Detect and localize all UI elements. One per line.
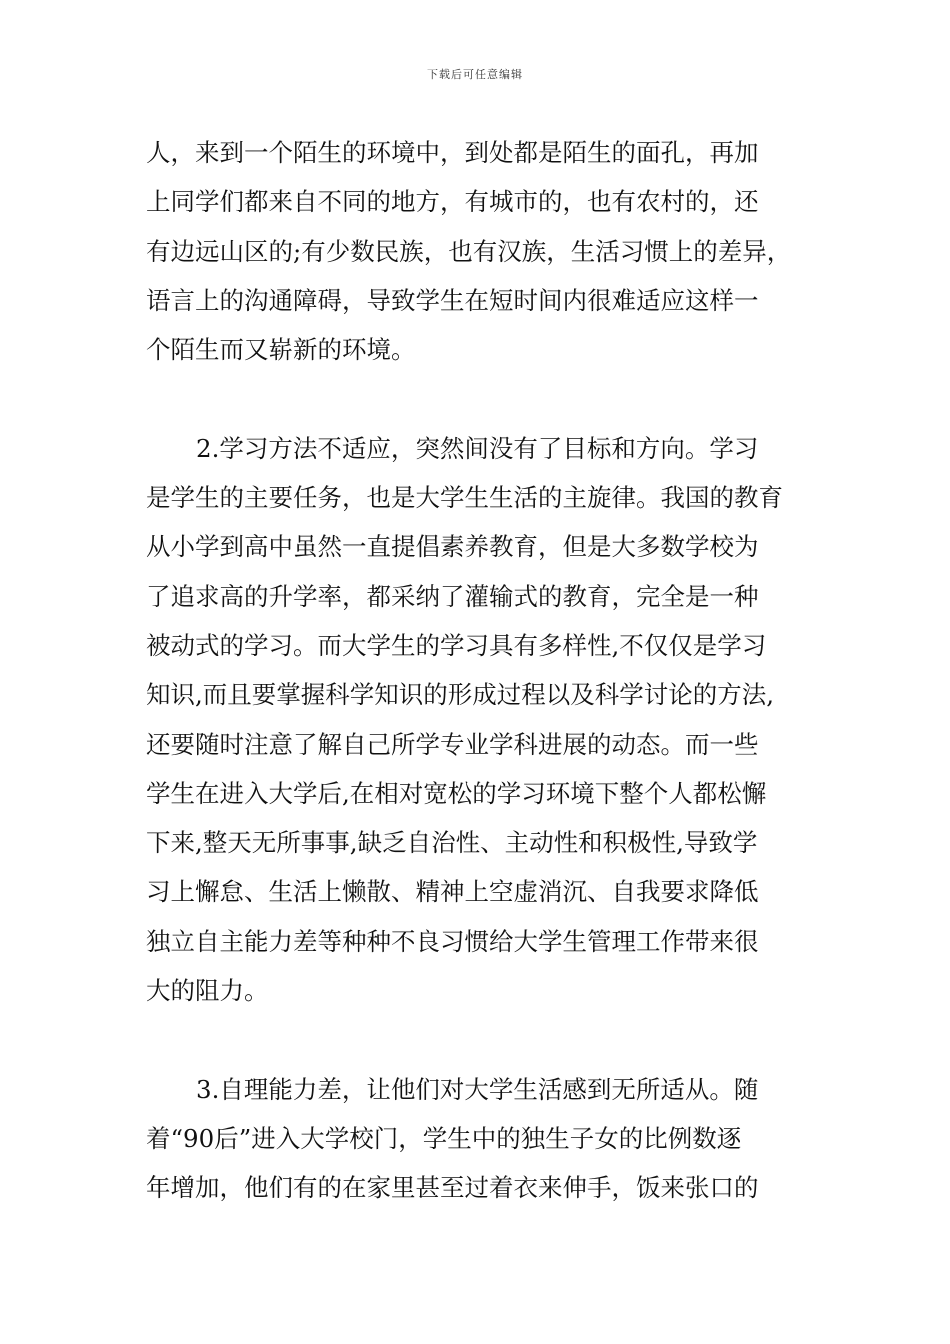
paragraph-line: 语言上的沟通障碍，导致学生在短时间内很难适应这样一 (146, 285, 759, 315)
paragraph-line: 年增加，他们有的在家里甚至过着衣来伸手，饭来张口的 (146, 1173, 759, 1203)
paragraph-line: 3.自理能力差，让他们对大学生活感到无所适从。随 (196, 1074, 759, 1104)
paragraph-line: 2.学习方法不适应，突然间没有了目标和方向。学习 (196, 433, 759, 463)
paragraph-line: 人，来到一个陌生的环境中，到处都是陌生的面孔，再加 (146, 138, 759, 167)
paragraph-line: 学生在进入大学后,在相对宽松的学习环境下整个人都松懈 (146, 778, 767, 808)
paragraph-line: 是学生的主要任务，也是大学生生活的主旋律。我国的教育 (146, 483, 783, 513)
paragraph-line: 从小学到高中虽然一直提倡素养教育，但是大多数学校为 (146, 532, 759, 562)
paragraph-2 (146, 424, 816, 1016)
paragraph-line: 下来,整天无所事事,缺乏自治性、主动性和积极性,导致学 (146, 828, 758, 858)
paragraph-1 (146, 128, 816, 374)
paragraph-line: 大的阻力。 (146, 976, 269, 1006)
paragraph-line: 习上懈怠、生活上懒散、精神上空虚消沉、自我要求降低 (146, 877, 759, 907)
paragraph-3 (146, 1065, 816, 1213)
paragraph-spacer (146, 374, 816, 423)
paragraph-spacer (146, 1015, 816, 1064)
paragraph-line: 还要随时注意了解自己所学专业学科进展的动态。而一些 (146, 729, 759, 759)
paragraph-line: 被动式的学习。而大学生的学习具有多样性,不仅仅是学习 (146, 630, 767, 660)
paragraph-line: 了追求高的升学率，都采纳了灌输式的教育，完全是一种 (146, 581, 759, 611)
paragraph-line: 有边远山区的;有少数民族，也有汉族，生活习惯上的差异， (146, 236, 792, 266)
paragraph-line: 知识,而且要掌握科学知识的形成过程以及科学讨论的方法, (146, 680, 775, 710)
page-header: 下载后可任意编辑 (427, 68, 523, 81)
paragraph-line: 独立自主能力差等种种不良习惯给大学生管理工作带来很 (146, 926, 759, 956)
document-body (146, 128, 816, 1213)
paragraph-line: 个陌生而又崭新的环境。 (146, 335, 416, 365)
paragraph-line: 着“90后”进入大学校门，学生中的独生子女的比例数逐 (146, 1123, 742, 1153)
paragraph-line: 上同学们都来自不同的地方，有城市的，也有农村的，还 (146, 187, 759, 217)
